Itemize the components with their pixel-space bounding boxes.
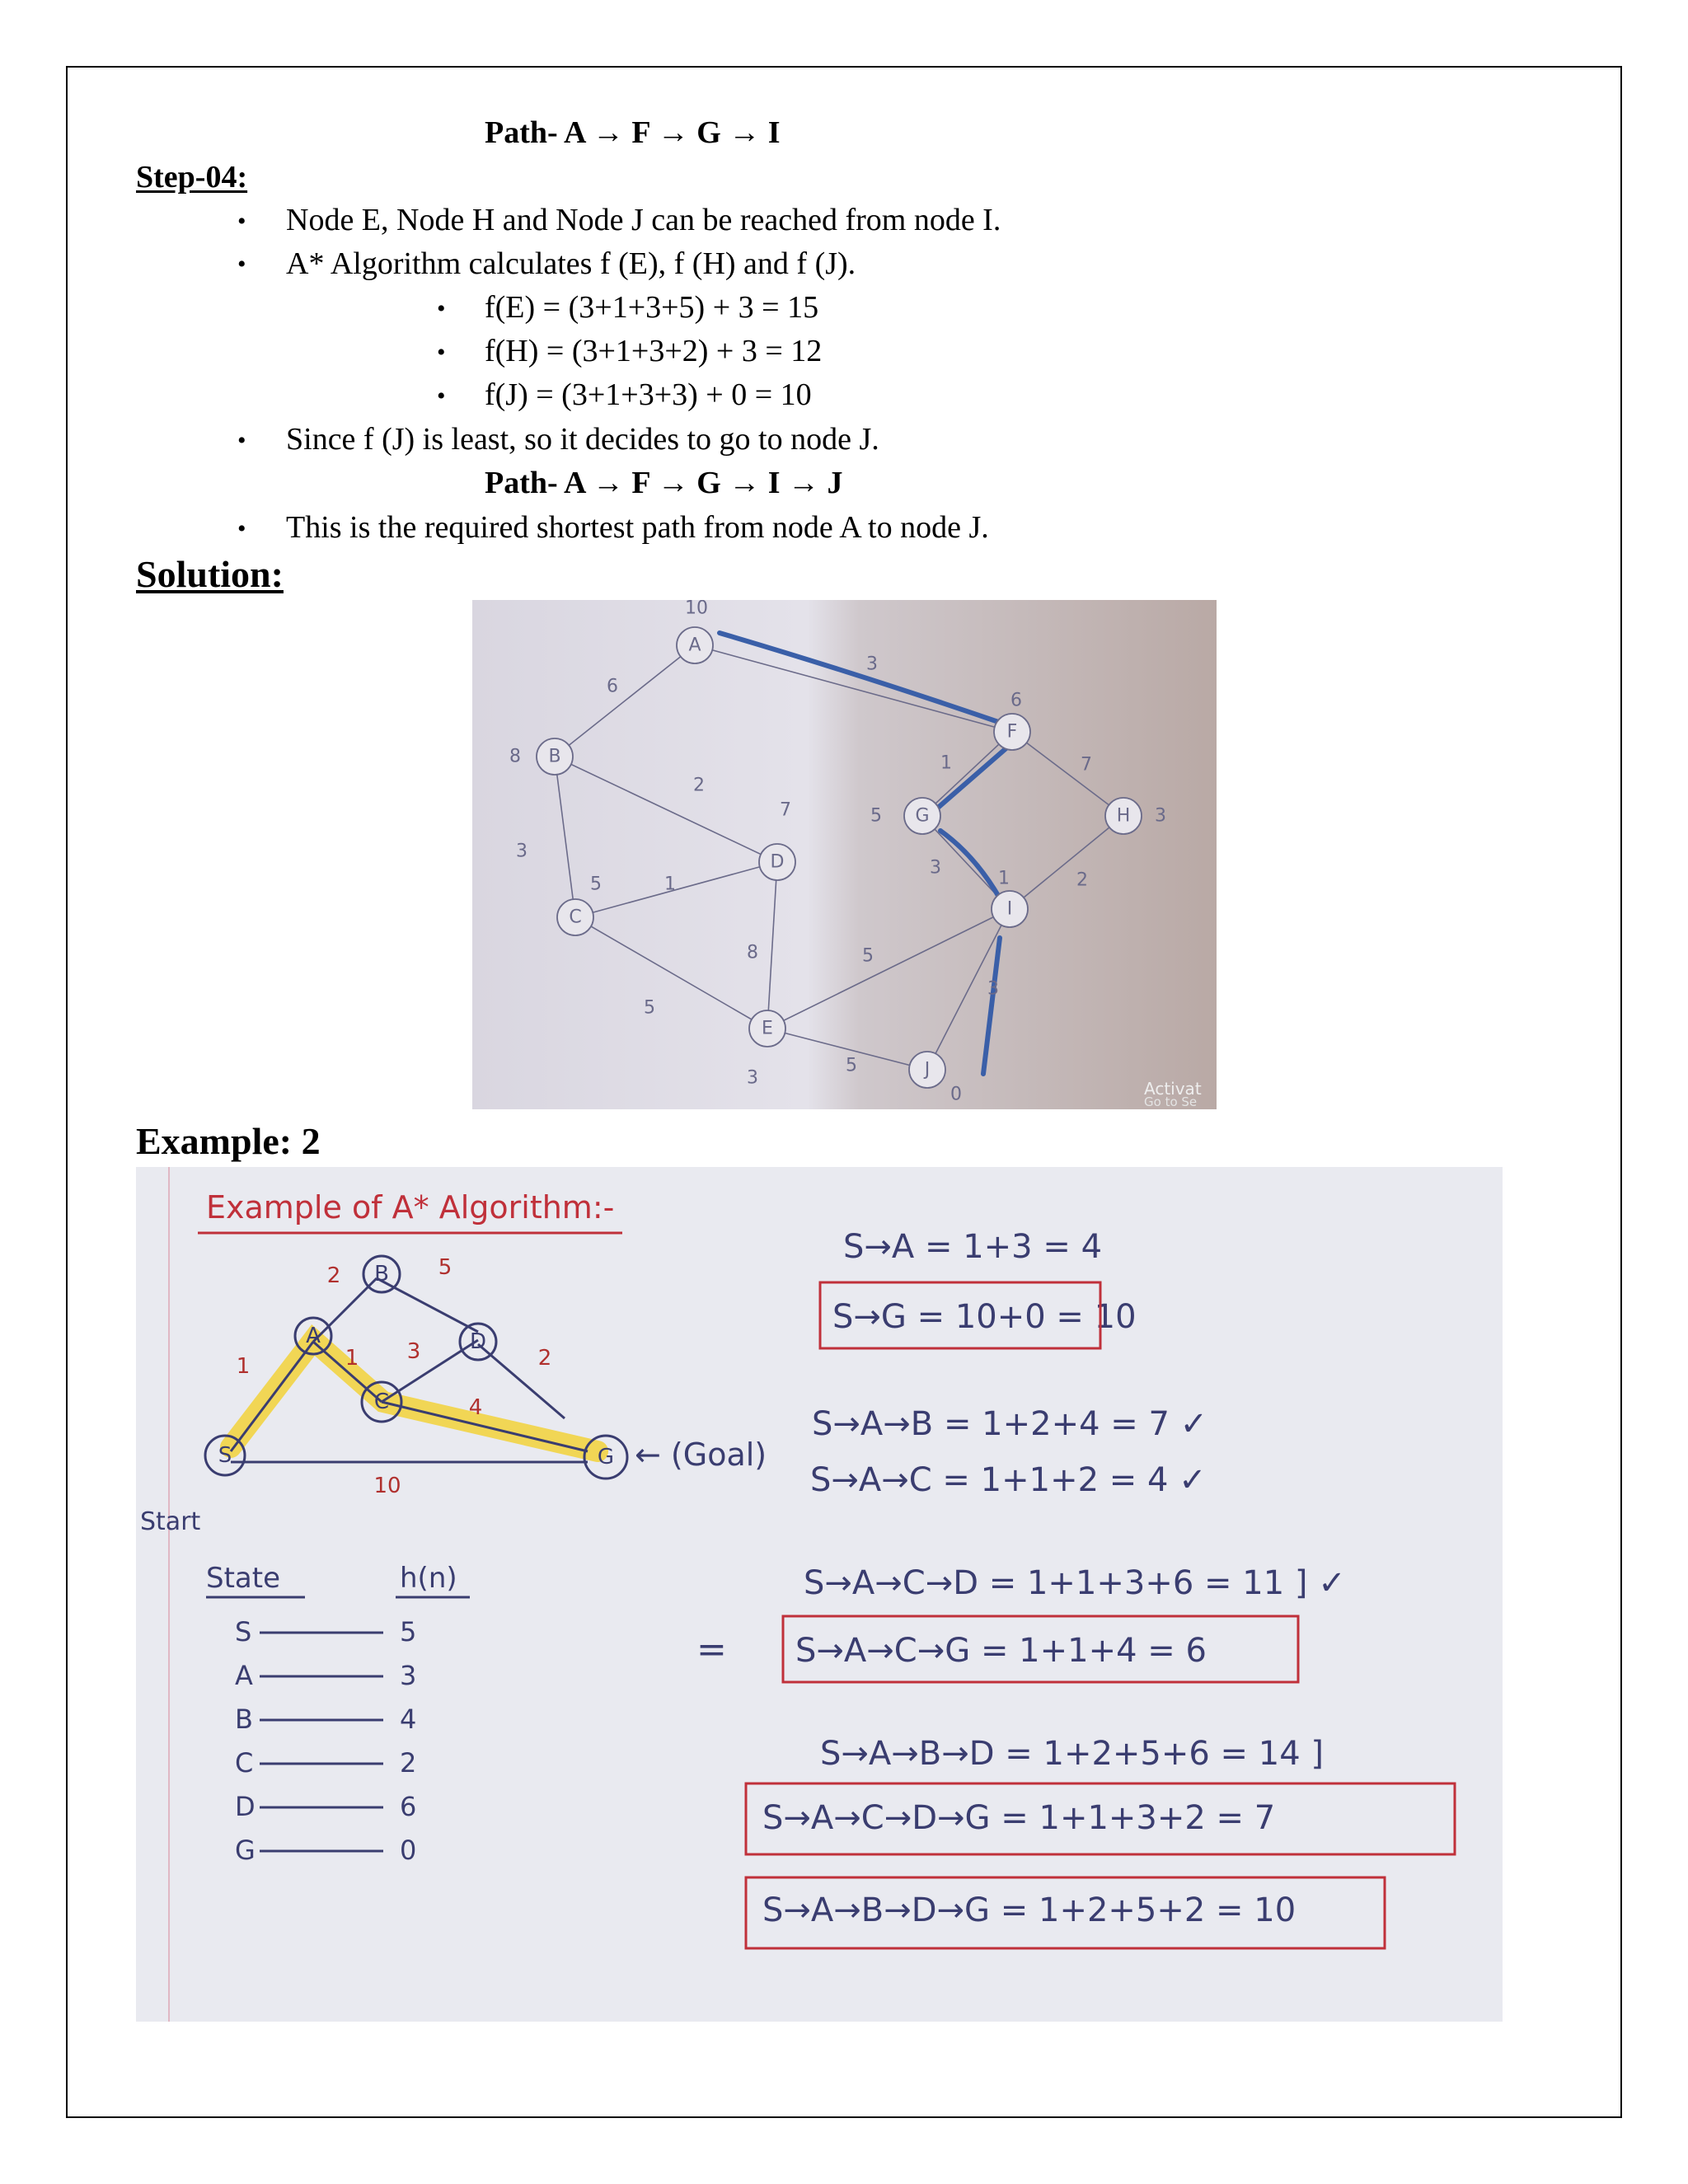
node-label: E bbox=[762, 1018, 773, 1039]
bullet-icon: • bbox=[437, 339, 446, 366]
graph-edge-weight: 10 bbox=[373, 1474, 401, 1498]
example2-heading: Example: 2 bbox=[136, 1120, 321, 1162]
calc-line: S→A→B = 1+2+4 = 7 ✓ bbox=[812, 1405, 1208, 1443]
svg-text:C: C bbox=[235, 1747, 254, 1779]
edge-weight: 1 bbox=[664, 874, 676, 895]
edge-weight: 5 bbox=[644, 997, 655, 1019]
calc-line: S→A→C→D→G = 1+1+3+2 = 7 bbox=[762, 1799, 1276, 1837]
node-heuristic: 0 bbox=[950, 1084, 962, 1105]
bullet-icon: • bbox=[437, 382, 446, 410]
node-label: I bbox=[1006, 898, 1013, 920]
step4-bullet-2: A* Algorithm calculates f (E), f (H) and f (J). bbox=[286, 246, 856, 281]
bullet-icon: • bbox=[237, 515, 246, 542]
svg-text:5: 5 bbox=[400, 1616, 417, 1647]
edge-weight: 6 bbox=[607, 676, 618, 697]
step3-path: Path- A → F → G → I bbox=[485, 115, 781, 150]
bullet-icon: • bbox=[237, 427, 246, 454]
node-heuristic: 6 bbox=[1010, 690, 1022, 711]
svg-text:G: G bbox=[235, 1835, 256, 1866]
graph-edge-weight: 2 bbox=[537, 1346, 552, 1371]
example2-image bbox=[136, 1167, 1503, 2022]
node-heuristic: 3 bbox=[1155, 805, 1166, 827]
node-label: F bbox=[1006, 721, 1018, 743]
svg-text:6: 6 bbox=[400, 1791, 417, 1822]
bullet-icon: • bbox=[237, 251, 246, 278]
graph-edge-weight: 5 bbox=[438, 1255, 452, 1280]
solution-heading: Solution: bbox=[136, 553, 284, 595]
graph-node-label: S bbox=[218, 1443, 232, 1468]
calc-fh: f(H) = (3+1+3+2) + 3 = 12 bbox=[485, 334, 823, 368]
bullet-icon: • bbox=[237, 208, 246, 235]
edge-weight: 5 bbox=[846, 1055, 857, 1076]
edge-weight: 3 bbox=[930, 857, 941, 879]
calc-fe: f(E) = (3+1+3+5) + 3 = 15 bbox=[485, 290, 819, 325]
solution-graph-image bbox=[472, 600, 1217, 1109]
step4-decision: Since f (J) is least, so it decides to go to node J. bbox=[286, 422, 879, 457]
svg-text:D: D bbox=[235, 1791, 256, 1822]
svg-text:0: 0 bbox=[400, 1835, 417, 1866]
node-heuristic: 3 bbox=[747, 1067, 758, 1089]
step4-conclusion: This is the required shortest path from node A to node J. bbox=[286, 510, 989, 545]
graph-node-label: D bbox=[469, 1329, 487, 1354]
edge-weight: 5 bbox=[862, 945, 874, 967]
edge-weight: 2 bbox=[1076, 869, 1088, 891]
watermark-text: Go to Se bbox=[1144, 1094, 1198, 1109]
svg-text:4: 4 bbox=[400, 1704, 417, 1735]
calc-line: S→A→B→D→G = 1+2+5+2 = 10 bbox=[762, 1891, 1296, 1929]
calc-line: S→A→C = 1+1+2 = 4 ✓ bbox=[810, 1461, 1207, 1499]
graph-node-label: A bbox=[306, 1324, 321, 1348]
node-label: J bbox=[924, 1059, 931, 1080]
node-label: C bbox=[569, 907, 582, 928]
node-label: H bbox=[1116, 805, 1131, 827]
bullet-icon: • bbox=[437, 295, 446, 322]
table-header-state: State bbox=[206, 1562, 280, 1595]
graph-edge-weight: 1 bbox=[236, 1354, 251, 1379]
node-label: G bbox=[915, 805, 930, 827]
calc-line: S→A→B→D = 1+2+5+6 = 14 ] bbox=[820, 1735, 1324, 1773]
start-label: Start bbox=[140, 1507, 201, 1536]
node-heuristic: 8 bbox=[509, 746, 521, 767]
edge-weight: 7 bbox=[1081, 754, 1092, 776]
example2-title: Example of A* Algorithm:- bbox=[206, 1189, 615, 1226]
node-label: A bbox=[688, 635, 701, 656]
graph-edge-weight: 1 bbox=[345, 1346, 359, 1371]
graph-node-label: B bbox=[374, 1262, 389, 1286]
calc-line: S→G = 10+0 = 10 bbox=[832, 1298, 1137, 1336]
svg-text:B: B bbox=[235, 1704, 253, 1735]
calc-line: S→A→C→G = 1+1+4 = 6 bbox=[795, 1632, 1207, 1670]
step4-heading: Step-04: bbox=[136, 160, 248, 194]
step4-bullet-1: Node E, Node H and Node J can be reached from node I. bbox=[286, 203, 1001, 237]
calc-line: S→A→C→D = 1+1+3+6 = 11 ] ✓ bbox=[804, 1564, 1346, 1602]
edge-weight: 8 bbox=[747, 942, 758, 963]
svg-text:3: 3 bbox=[400, 1660, 417, 1691]
edge-weight: 3 bbox=[516, 841, 528, 862]
graph-edge-weight: 3 bbox=[406, 1339, 421, 1364]
graph-edge-weight: 2 bbox=[326, 1263, 341, 1288]
edge-weight: 1 bbox=[940, 752, 952, 774]
node-heuristic: 5 bbox=[590, 874, 602, 895]
step4-path: Path- A → F → G → I → J bbox=[485, 466, 843, 500]
node-label: D bbox=[770, 851, 785, 873]
svg-text:A: A bbox=[235, 1660, 253, 1691]
svg-text:2: 2 bbox=[400, 1747, 417, 1779]
edge-weight: 2 bbox=[693, 775, 705, 796]
table-header-h: h(n) bbox=[400, 1562, 457, 1595]
svg-text:S: S bbox=[235, 1616, 252, 1647]
node-heuristic: 7 bbox=[780, 799, 791, 821]
calc-fj: f(J) = (3+1+3+3) + 0 = 10 bbox=[485, 377, 812, 412]
watermark-text: Activat bbox=[1144, 1079, 1202, 1099]
goal-label: ← (Goal) bbox=[635, 1436, 767, 1473]
node-heuristic: 10 bbox=[685, 600, 708, 619]
equals-mark: = bbox=[696, 1629, 727, 1671]
node-heuristic: 5 bbox=[870, 805, 882, 827]
calc-line: S→A = 1+3 = 4 bbox=[843, 1228, 1103, 1266]
node-label: B bbox=[548, 746, 561, 767]
graph-edge-weight: 4 bbox=[468, 1395, 483, 1420]
edge-weight: 3 bbox=[866, 654, 878, 675]
graph-node-label: C bbox=[373, 1390, 390, 1414]
node-heuristic: 1 bbox=[998, 868, 1010, 889]
graph-node-label: G bbox=[597, 1445, 615, 1469]
edge-weight: 3 bbox=[987, 978, 999, 1000]
